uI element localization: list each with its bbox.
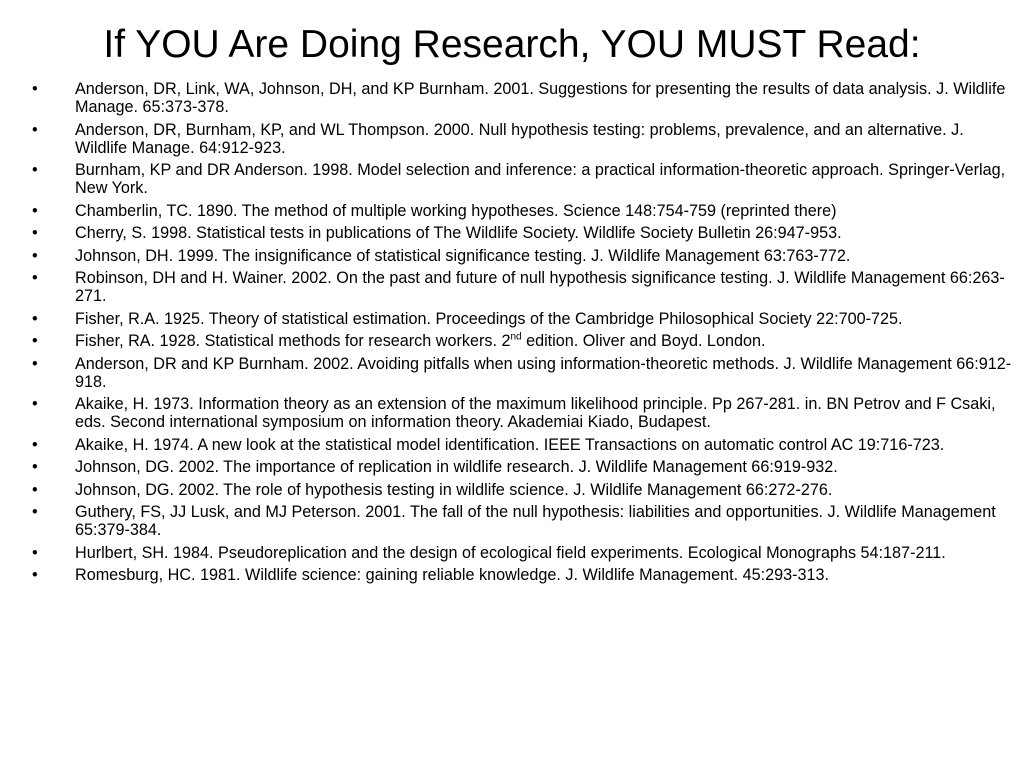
reference-text: Johnson, DG. 2002. The role of hypothesis testing in wildlife science. J. Wildlife Management 66:272-276. [75, 480, 833, 499]
list-item [32, 395, 1017, 431]
reference-text: Chamberlin, TC. 1890. The method of multiple working hypotheses. Science 148:754-759 (reprinted there) [75, 201, 837, 220]
reference-text: Burnham, KP and DR Anderson. 1998. Model selection and inference: a practical information-theoretic approach. Springer-Verlag, New York. [75, 161, 1006, 197]
list-item [32, 332, 1017, 350]
reference-text: Romesburg, HC. 1981. Wildlife science: gaining reliable knowledge. J. Wildlife Management. 45:293-313. [75, 566, 830, 584]
bullet-icon: • [32, 354, 38, 373]
list-item [32, 566, 1017, 584]
bullet-icon: • [32, 458, 38, 476]
bullet-icon: • [32, 80, 38, 98]
bullet-icon: • [32, 224, 38, 242]
bullet-icon: • [32, 395, 38, 413]
reference-text: Johnson, DG. 2002. The importance of replication in wildlife research. J. Wildlife Management 66:919-932. [75, 458, 838, 476]
list-item [32, 269, 1017, 305]
list-item [32, 310, 1017, 328]
list-item [32, 436, 1017, 454]
reference-text: Guthery, FS, JJ Lusk, and MJ Peterson. 2001. The fall of the null hypothesis: liabilities and opportunities. J. Wildlife Management 65:379-384. [75, 503, 996, 539]
list-item [32, 202, 1017, 220]
bullet-icon: • [32, 246, 38, 265]
bullet-icon: • [32, 332, 38, 350]
reference-text-rest: edition. Oliver and Boyd. London. [521, 332, 766, 350]
list-item [32, 481, 1017, 499]
ordinal-superscript: nd [510, 331, 522, 343]
bullet-icon: • [32, 269, 38, 287]
list-item [32, 121, 1017, 157]
bullet-icon: • [32, 201, 38, 220]
bullet-icon: • [32, 566, 38, 584]
reference-text: Cherry, S. 1998. Statistical tests in publications of The Wildlife Society. Wildlife Society Bulletin 26:947-953. [75, 224, 842, 242]
reference-text: Akaike, H. 1973. Information theory as an extension of the maximum likelihood principle. Pp 267-281. in. BN Petrov and F Csaki, eds. Second international symposium on information theory. Akademiai Kiado, Budapest. [75, 395, 996, 431]
reference-text: Anderson, DR and KP Burnham. 2002. Avoiding pitfalls when using information-theoretic methods. J. Wildlife Management 66:912-918. [75, 354, 1012, 391]
reference-text: Robinson, DH and H. Wainer. 2002. On the past and future of null hypothesis significance testing. J. Wildlife Management 66:263-271. [75, 269, 1005, 305]
bullet-icon: • [32, 480, 38, 499]
bullet-icon: • [32, 120, 38, 139]
bullet-icon: • [32, 543, 38, 562]
list-item [32, 161, 1017, 197]
slide-title: If YOU Are Doing Research, YOU MUST Read: [103, 23, 921, 66]
reference-text: Anderson, DR, Link, WA, Johnson, DH, and KP Burnham. 2001. Suggestions for presenting the results of data analysis. J. Wildlife Manage. 65:373-378. [75, 80, 1006, 116]
reference-text: Akaike, H. 1974. A new look at the statistical model identification. IEEE Transactions on automatic control AC 19:716-723. [75, 435, 945, 454]
list-item [32, 80, 1017, 116]
bullet-icon: • [32, 503, 38, 521]
bullet-icon: • [32, 435, 38, 454]
reference-text: Hurlbert, SH. 1984. Pseudoreplication and the design of ecological field experiments. Ecological Monographs 54:187-211. [75, 543, 946, 562]
list-item [32, 544, 1017, 562]
list-item [32, 247, 1017, 265]
list-item [32, 503, 1017, 539]
reference-text: Fisher, R.A. 1925. Theory of statistical estimation. Proceedings of the Cambridge Philosophical Society 22:700-725. [75, 309, 903, 328]
reference-text-main: Fisher, RA. 1928. Statistical methods for research workers. 2 [75, 332, 511, 350]
reference-list [32, 80, 1017, 589]
bullet-icon: • [32, 161, 38, 179]
bullet-icon: • [32, 309, 38, 328]
reference-text [75, 332, 765, 350]
list-item [32, 355, 1017, 391]
list-item [32, 224, 1017, 242]
reference-text: Johnson, DH. 1999. The insignificance of statistical significance testing. J. Wildlife Management 63:763-772. [75, 246, 851, 265]
list-item [32, 458, 1017, 476]
reference-text: Anderson, DR, Burnham, KP, and WL Thompson. 2000. Null hypothesis testing: problems, prevalence, and an alternative. J. Wildlife Manage. 64:912-923. [75, 120, 964, 157]
